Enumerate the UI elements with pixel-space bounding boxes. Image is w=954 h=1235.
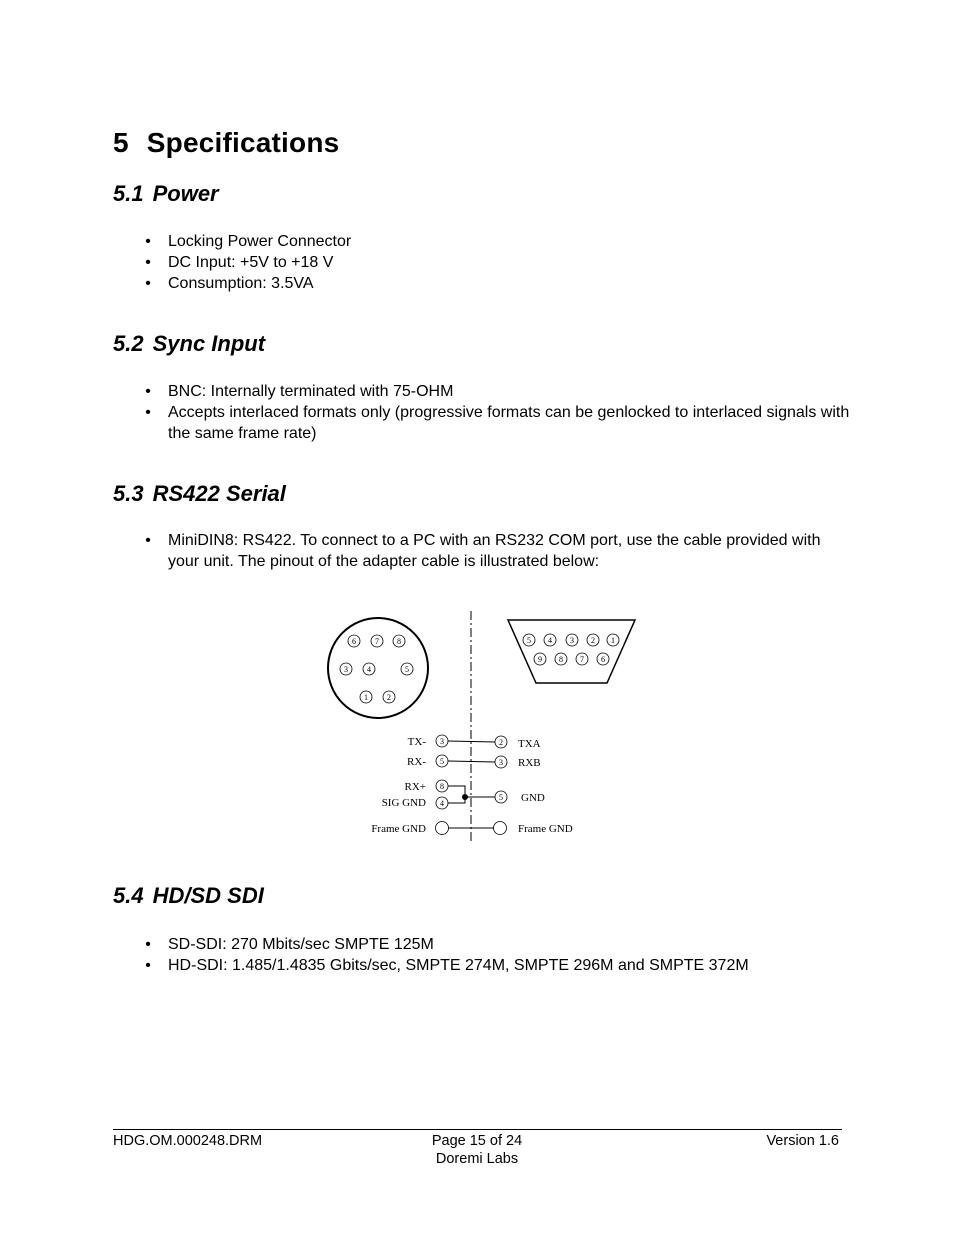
wire-label-frame-gnd-right: Frame GND (518, 823, 573, 835)
pin-label: 3 (570, 636, 574, 645)
pin-label: 6 (352, 637, 356, 646)
section-title: Power (152, 181, 219, 206)
bullet-icon: • (145, 275, 151, 292)
footer-version: Version 1.6 (766, 1133, 839, 1149)
pin-label: 2 (387, 693, 391, 702)
pin-label: 3 (440, 737, 444, 746)
power-bullet-list (113, 231, 853, 294)
wire-rx-plus (448, 786, 465, 797)
wire-label-tx: TX- (407, 736, 426, 748)
frame-gnd-pin (494, 822, 507, 835)
wire-tx (448, 741, 495, 742)
section-heading-power (113, 181, 219, 207)
pin-label: 5 (527, 636, 531, 645)
section-number: 5.4 (113, 883, 144, 908)
chapter-number: 5 (113, 127, 129, 158)
wire-label-rxb: RXB (518, 757, 541, 769)
wire-label-rx-plus: RX+ (404, 781, 426, 793)
section-heading-sync-input (113, 331, 265, 357)
list-item: • MiniDIN8: RS422. To connect to a PC with an RS232 COM port, use the cable provided with your unit. The pinout of the adapter cable is illustrated below: (113, 530, 853, 572)
pin-label: 3 (499, 758, 503, 767)
pin-label: 2 (499, 738, 503, 747)
pin-label: 8 (397, 637, 401, 646)
list-item: • DC Input: +5V to +18 V (113, 252, 853, 273)
bullet-icon: • (145, 254, 151, 271)
section-heading-rs422-serial (113, 481, 286, 507)
pin-label: 6 (601, 655, 605, 664)
pin-label: 1 (611, 636, 615, 645)
pin-label: 9 (538, 655, 542, 664)
footer-page-info (377, 1132, 577, 1168)
pin-label: 8 (559, 655, 563, 664)
list-item: • Accepts interlaced formats only (progressive formats can be genlocked to interlaced signals with the same frame rate) (113, 402, 853, 444)
pin-label: 1 (364, 693, 368, 702)
pin-label: 3 (344, 665, 348, 674)
wire-label-rx: RX- (407, 756, 426, 768)
wire-label-frame-gnd: Frame GND (371, 823, 426, 835)
section-title: RS422 Serial (152, 481, 286, 506)
pin-label: 5 (405, 665, 409, 674)
footer-divider (113, 1129, 842, 1130)
wire-rx (448, 761, 495, 762)
list-item: • Locking Power Connector (113, 231, 853, 252)
pinout-diagram (300, 605, 615, 845)
section-number: 5.3 (113, 481, 144, 506)
sdi-bullet-list (113, 934, 853, 976)
bullet-icon: • (145, 383, 151, 400)
list-item: • BNC: Internally terminated with 75-OHM (113, 381, 853, 402)
pin-label: 5 (499, 793, 503, 802)
bullet-icon: • (145, 532, 151, 549)
pin-label: 5 (440, 757, 444, 766)
footer-company: Doremi Labs (435, 1151, 519, 1167)
footer-page-number: Page 15 of 24 (431, 1133, 523, 1149)
list-item: • HD-SDI: 1.485/1.4835 Gbits/sec, SMPTE 274M, SMPTE 296M and SMPTE 372M (113, 955, 853, 976)
chapter-heading (113, 127, 339, 159)
section-title: HD/SD SDI (152, 883, 264, 908)
section-number: 5.2 (113, 331, 144, 356)
bullet-icon: • (145, 936, 151, 953)
pin-label: 4 (440, 799, 444, 808)
bullet-icon: • (145, 957, 151, 974)
section-title: Sync Input (152, 331, 266, 356)
footer-doc-id: HDG.OM.000248.DRM (113, 1133, 263, 1149)
list-item: • Consumption: 3.5VA (113, 273, 853, 294)
chapter-title: Specifications (146, 127, 340, 158)
list-item: • SD-SDI: 270 Mbits/sec SMPTE 125M (113, 934, 853, 955)
pin-label: 7 (375, 637, 379, 646)
db9-connector (508, 620, 635, 683)
bullet-icon: • (145, 233, 151, 250)
pin-label: 8 (440, 782, 444, 791)
frame-gnd-pin (436, 822, 449, 835)
pin-label: 2 (591, 636, 595, 645)
pin-label: 7 (580, 655, 584, 664)
wire-label-txa: TXA (518, 738, 541, 750)
sync-input-bullet-list (113, 381, 853, 444)
pin-label: 4 (367, 665, 371, 674)
wire-label-gnd: GND (521, 792, 545, 804)
rs422-bullet-list (113, 530, 853, 572)
section-number: 5.1 (113, 181, 144, 206)
bullet-icon: • (145, 404, 151, 421)
junction-dot (462, 794, 468, 800)
wire-label-sig-gnd: SIG GND (381, 797, 426, 809)
section-heading-hd-sd-sdi (113, 883, 264, 909)
pin-label: 4 (548, 636, 552, 645)
